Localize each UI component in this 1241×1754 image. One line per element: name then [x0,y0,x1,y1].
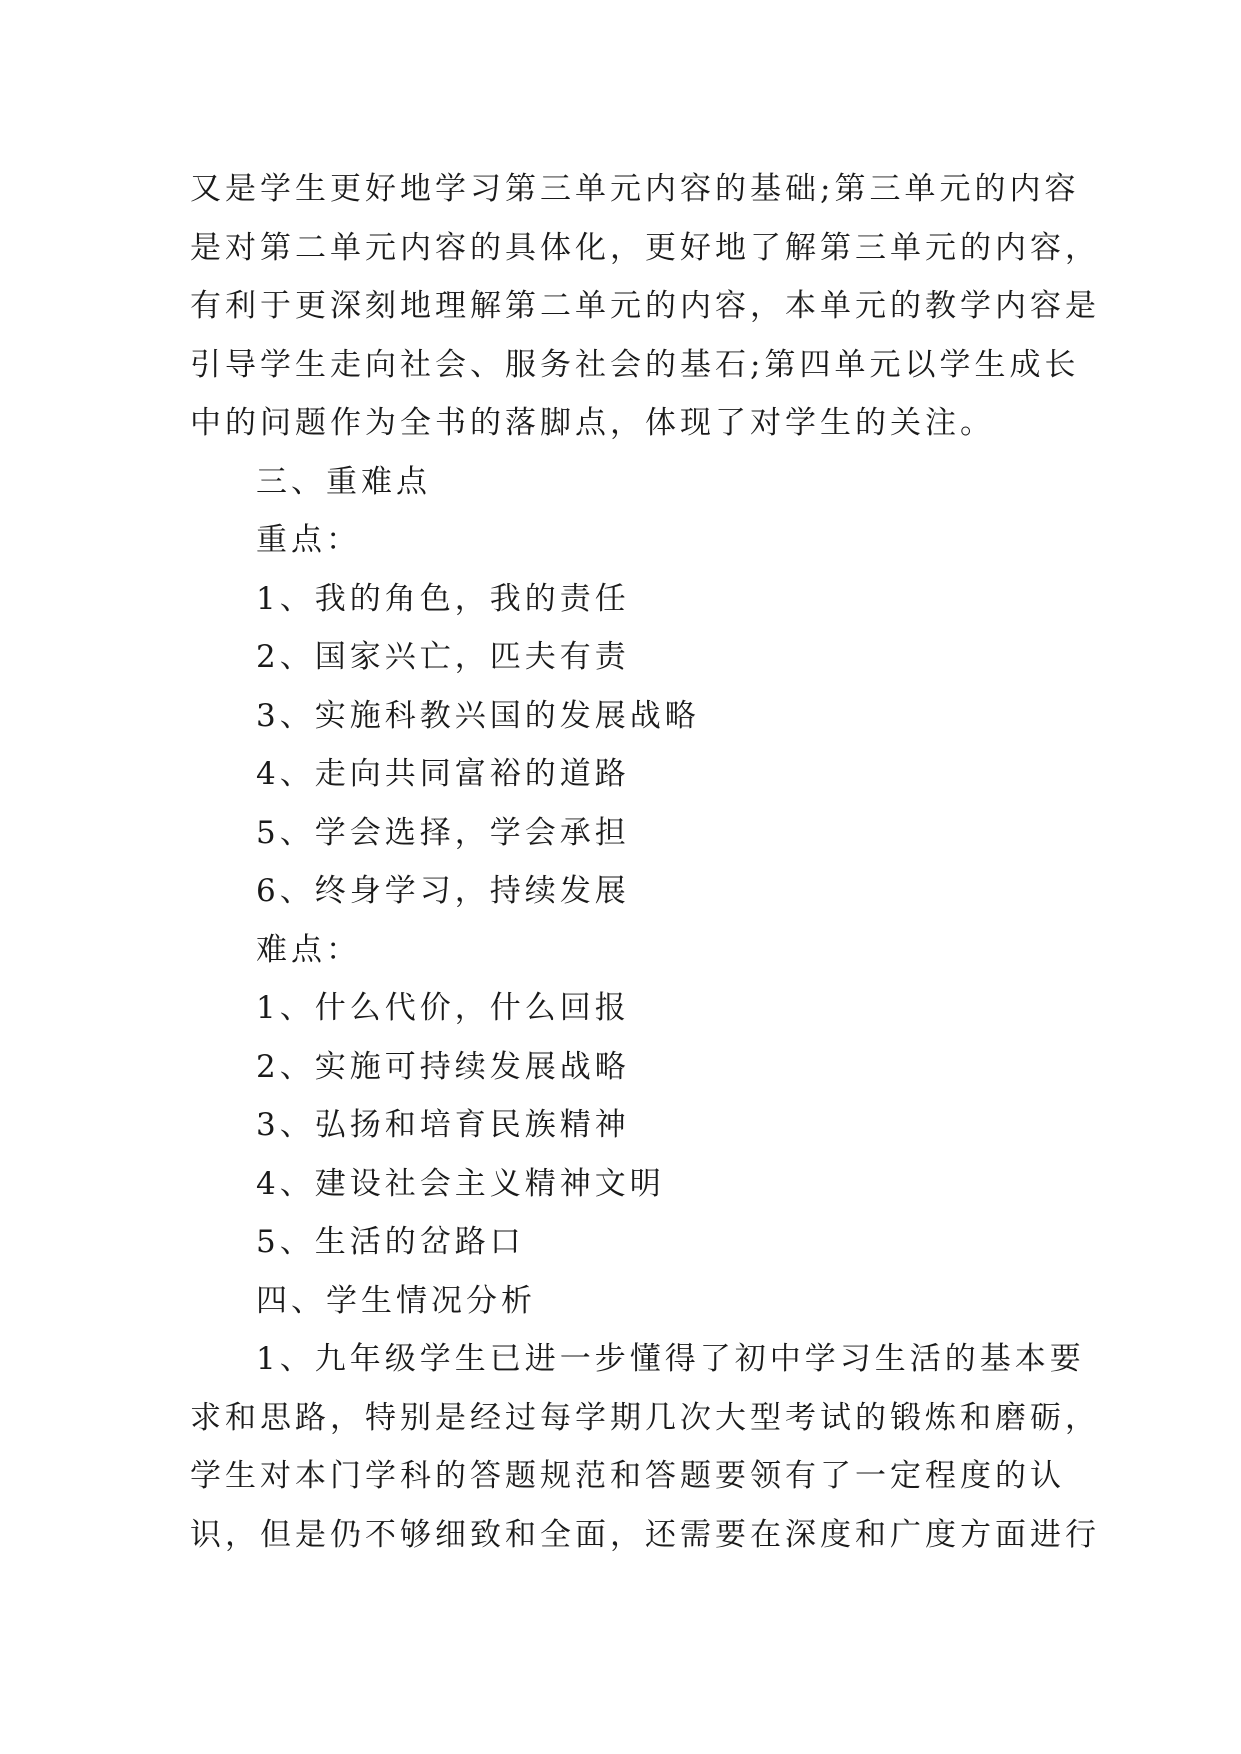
text-line: 学生对本门学科的答题规范和答题要领有了一定程度的认 [190,1458,1065,1494]
text-line: 1、我的角色，我的责任 [256,580,630,617]
text-line: 3、实施科教兴国的发展战略 [256,697,700,734]
text-line: 求和思路，特别是经过每学期几次大型考试的锻炼和磨砺， [190,1399,1100,1436]
text-line: 2、国家兴亡，匹夫有责 [256,639,630,675]
text-line: 是对第二单元内容的具体化，更好地了解第三单元的内容， [190,229,1100,266]
text-line: 1、什么代价，什么回报 [256,990,630,1026]
text-line: 5、学会选择，学会承担 [256,814,630,851]
text-line: 5、生活的岔路口 [256,1224,525,1260]
text-line: 识，但是仍不够细致和全面，还需要在深度和广度方面进行 [190,1516,1100,1553]
text-line: 重点： [256,522,361,558]
text-line: 4、走向共同富裕的道路 [256,756,630,792]
text-line: 中的问题作为全书的落脚点，体现了对学生的关注。 [190,405,995,441]
text-line: 四、学生情况分析 [256,1282,536,1319]
text-line: 6、终身学习，持续发展 [256,873,630,909]
document-body [190,160,1100,1564]
text-line: 1、九年级学生已进一步懂得了初中学习生活的基本要 [256,1341,1085,1377]
text-line: 有利于更深刻地理解第二单元的内容，本单元的教学内容是 [190,288,1100,324]
text-line: 又是学生更好地学习第三单元内容的基础;第三单元的内容 [190,171,1080,207]
text-line: 3、弘扬和培育民族精神 [256,1107,630,1143]
text-line: 三、重难点 [256,463,431,500]
text-line: 4、建设社会主义精神文明 [256,1165,665,1202]
text-line: 引导学生走向社会、服务社会的基石;第四单元以学生成长 [190,346,1080,383]
text-line: 2、实施可持续发展战略 [256,1048,630,1085]
text-line: 难点： [256,931,361,968]
